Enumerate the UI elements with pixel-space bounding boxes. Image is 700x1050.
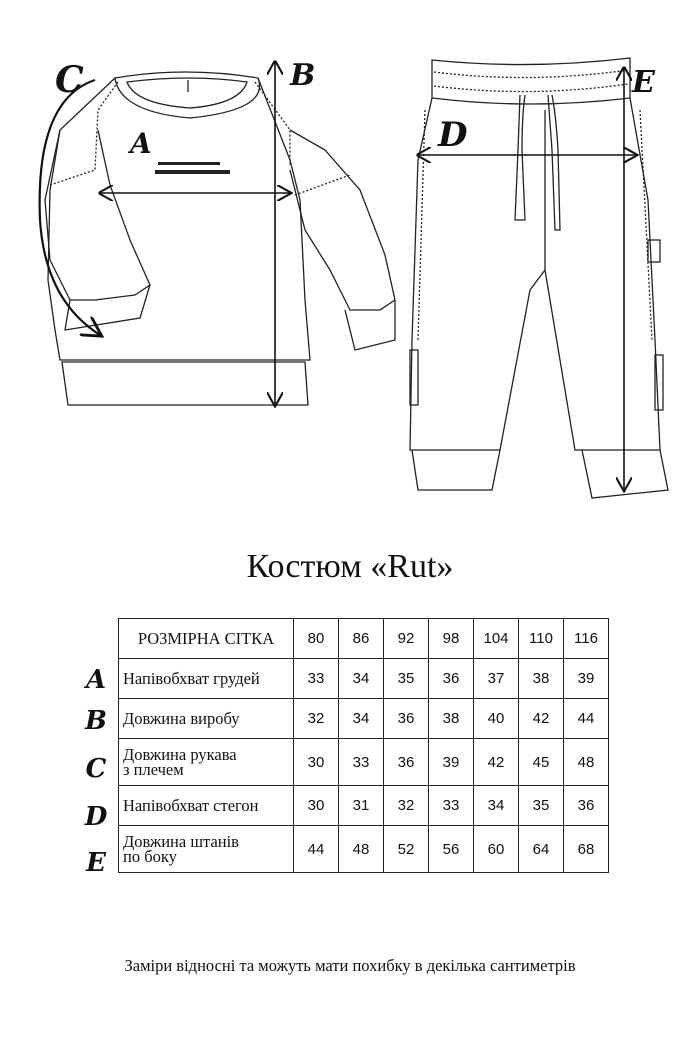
size-header: 104 (474, 619, 519, 659)
size-header: 98 (429, 619, 474, 659)
garment-illustration (0, 0, 700, 520)
letter-e-label: E (632, 65, 655, 100)
table-cell: 33 (429, 786, 474, 826)
row-label-line2: з плечем (123, 760, 184, 779)
size-header: 110 (519, 619, 564, 659)
size-header: 80 (294, 619, 339, 659)
table-cell: 56 (429, 826, 474, 873)
table-cell: 44 (564, 699, 609, 739)
table-cell: 38 (519, 659, 564, 699)
letter-a-label: A (130, 127, 152, 160)
table-cell: 34 (339, 659, 384, 699)
table-cell: 34 (474, 786, 519, 826)
row-letter-b: B (85, 706, 107, 736)
table-cell: 37 (474, 659, 519, 699)
row-letter-c: C (85, 754, 107, 784)
table-row (119, 739, 609, 786)
row-label: Напівобхват стегон (119, 786, 294, 826)
table-header-label: РОЗМІРНА СІТКА (119, 619, 294, 659)
table-cell: 32 (294, 699, 339, 739)
row-letter-e: E (86, 848, 106, 878)
table-cell: 39 (564, 659, 609, 699)
table-cell: 68 (564, 826, 609, 873)
letter-d-label: D (438, 115, 468, 155)
row-label-line1: Довжина штанів (123, 832, 239, 851)
table-cell: 45 (519, 739, 564, 786)
table-row (119, 699, 609, 739)
letter-b-label: B (290, 58, 316, 93)
table-cell: 44 (294, 826, 339, 873)
table-row (119, 826, 609, 873)
row-label (119, 826, 294, 873)
table-cell: 42 (474, 739, 519, 786)
row-letter-a: A (85, 665, 107, 695)
table-cell: 60 (474, 826, 519, 873)
size-header: 92 (384, 619, 429, 659)
table-row (119, 786, 609, 826)
size-table (118, 618, 609, 873)
table-cell: 36 (564, 786, 609, 826)
size-header: 116 (564, 619, 609, 659)
table-cell: 32 (384, 786, 429, 826)
page-title: Костюм «Rut» (246, 548, 454, 585)
footnote: Заміри відносні та можуть мати похибку в декілька сантиметрів (124, 956, 576, 975)
table-cell: 48 (339, 826, 384, 873)
size-header: 86 (339, 619, 384, 659)
table-cell: 52 (384, 826, 429, 873)
table-cell: 33 (339, 739, 384, 786)
table-header-row (119, 619, 609, 659)
table-cell: 39 (429, 739, 474, 786)
table-cell: 64 (519, 826, 564, 873)
table-row (119, 659, 609, 699)
table-cell: 34 (339, 699, 384, 739)
table-cell: 31 (339, 786, 384, 826)
table-cell: 40 (474, 699, 519, 739)
row-label-line1: Довжина рукава (123, 745, 237, 764)
table-cell: 35 (519, 786, 564, 826)
row-label (119, 739, 294, 786)
row-letter-d: D (84, 802, 108, 832)
table-cell: 36 (429, 659, 474, 699)
table-cell: 33 (294, 659, 339, 699)
table-cell: 30 (294, 786, 339, 826)
sweatshirt-drawing (45, 72, 395, 405)
table-cell: 48 (564, 739, 609, 786)
row-label-line2: по боку (123, 847, 177, 866)
letter-c-label: C (55, 59, 84, 101)
table-cell: 35 (384, 659, 429, 699)
table-cell: 36 (384, 699, 429, 739)
table-cell: 38 (429, 699, 474, 739)
table-cell: 42 (519, 699, 564, 739)
row-label: Довжина виробу (119, 699, 294, 739)
table-cell: 30 (294, 739, 339, 786)
table-cell: 36 (384, 739, 429, 786)
row-label: Напівобхват грудей (119, 659, 294, 699)
